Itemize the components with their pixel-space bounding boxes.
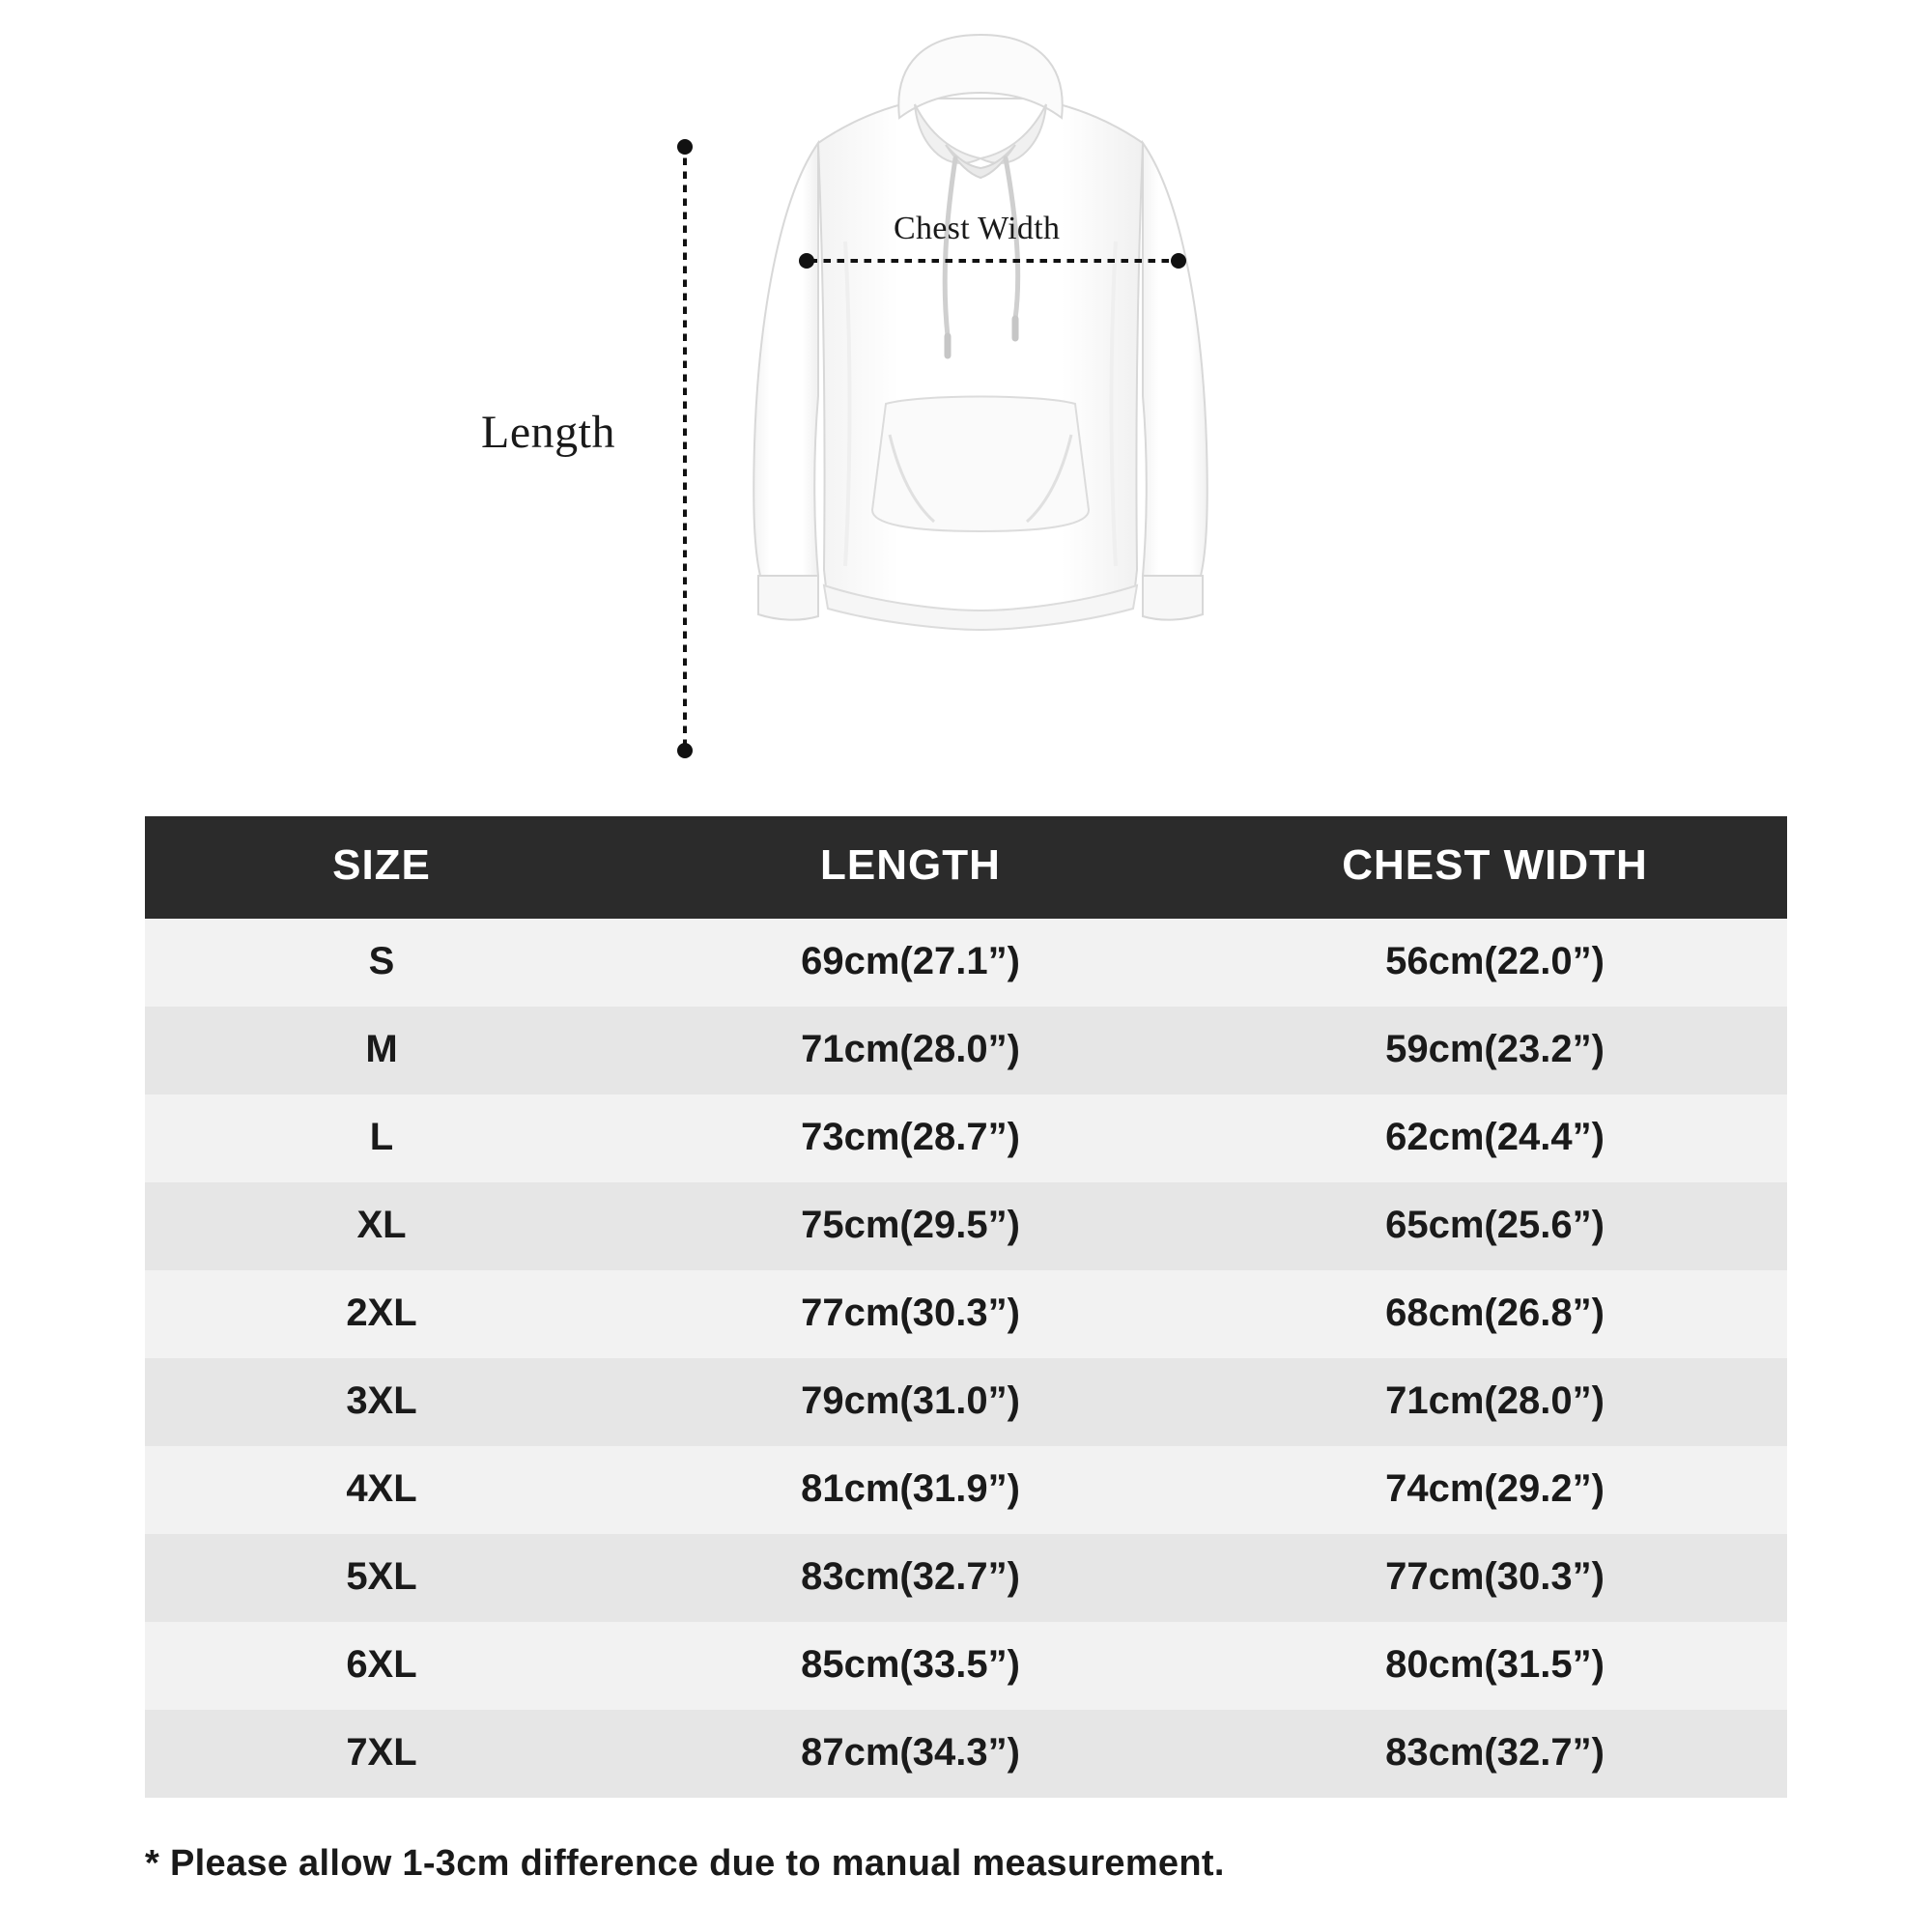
- cell-chest: 56cm(22.0”): [1203, 919, 1787, 1007]
- cell-length: 83cm(32.7”): [618, 1534, 1203, 1622]
- cell-length: 81cm(31.9”): [618, 1446, 1203, 1534]
- table-row: [145, 1710, 1787, 1798]
- header-size: SIZE: [145, 816, 618, 919]
- table-row: [145, 1007, 1787, 1094]
- cell-chest: 77cm(30.3”): [1203, 1534, 1787, 1622]
- length-label: Length: [481, 407, 615, 458]
- cell-length: 87cm(34.3”): [618, 1710, 1203, 1798]
- table-row: [145, 1182, 1787, 1270]
- table-row: [145, 1270, 1787, 1358]
- table-row: [145, 1534, 1787, 1622]
- cell-size: 7XL: [145, 1710, 618, 1798]
- cell-chest: 65cm(25.6”): [1203, 1182, 1787, 1270]
- table-header-row: [145, 816, 1787, 919]
- cell-size: XL: [145, 1182, 618, 1270]
- chest-measure-line: [807, 259, 1179, 263]
- cell-length: 79cm(31.0”): [618, 1358, 1203, 1446]
- cell-size: 5XL: [145, 1534, 618, 1622]
- size-table-container: [145, 816, 1787, 1798]
- cell-length: 85cm(33.5”): [618, 1622, 1203, 1710]
- cell-size: 6XL: [145, 1622, 618, 1710]
- cell-length: 69cm(27.1”): [618, 919, 1203, 1007]
- table-row: [145, 1358, 1787, 1446]
- cell-chest: 59cm(23.2”): [1203, 1007, 1787, 1094]
- cell-size: 4XL: [145, 1446, 618, 1534]
- length-endpoint-top: [677, 139, 693, 155]
- cell-size: S: [145, 919, 618, 1007]
- cell-length: 77cm(30.3”): [618, 1270, 1203, 1358]
- cell-chest: 71cm(28.0”): [1203, 1358, 1787, 1446]
- chest-endpoint-left: [799, 253, 814, 269]
- cell-chest: 62cm(24.4”): [1203, 1094, 1787, 1182]
- length-measure-line: [683, 147, 687, 751]
- garment-diagram: [0, 0, 1932, 802]
- hoodie-illustration: [710, 29, 1251, 773]
- table-row: [145, 1094, 1787, 1182]
- table-row: [145, 1446, 1787, 1534]
- table-row: [145, 1622, 1787, 1710]
- size-table: [145, 816, 1787, 1798]
- cell-size: 3XL: [145, 1358, 618, 1446]
- chest-width-label: Chest Width: [894, 211, 1061, 246]
- chest-endpoint-right: [1171, 253, 1186, 269]
- table-body: [145, 919, 1787, 1798]
- cell-size: 2XL: [145, 1270, 618, 1358]
- cell-chest: 80cm(31.5”): [1203, 1622, 1787, 1710]
- table-row: [145, 919, 1787, 1007]
- cell-length: 73cm(28.7”): [618, 1094, 1203, 1182]
- cell-size: M: [145, 1007, 618, 1094]
- cell-length: 75cm(29.5”): [618, 1182, 1203, 1270]
- cell-chest: 74cm(29.2”): [1203, 1446, 1787, 1534]
- cell-size: L: [145, 1094, 618, 1182]
- cell-chest: 83cm(32.7”): [1203, 1710, 1787, 1798]
- header-length: LENGTH: [618, 816, 1203, 919]
- cell-length: 71cm(28.0”): [618, 1007, 1203, 1094]
- table-header: [145, 816, 1787, 919]
- length-endpoint-bottom: [677, 743, 693, 758]
- measurement-footnote: * Please allow 1-3cm difference due to manual measurement.: [145, 1843, 1225, 1884]
- cell-chest: 68cm(26.8”): [1203, 1270, 1787, 1358]
- header-chest-width: CHEST WIDTH: [1203, 816, 1787, 919]
